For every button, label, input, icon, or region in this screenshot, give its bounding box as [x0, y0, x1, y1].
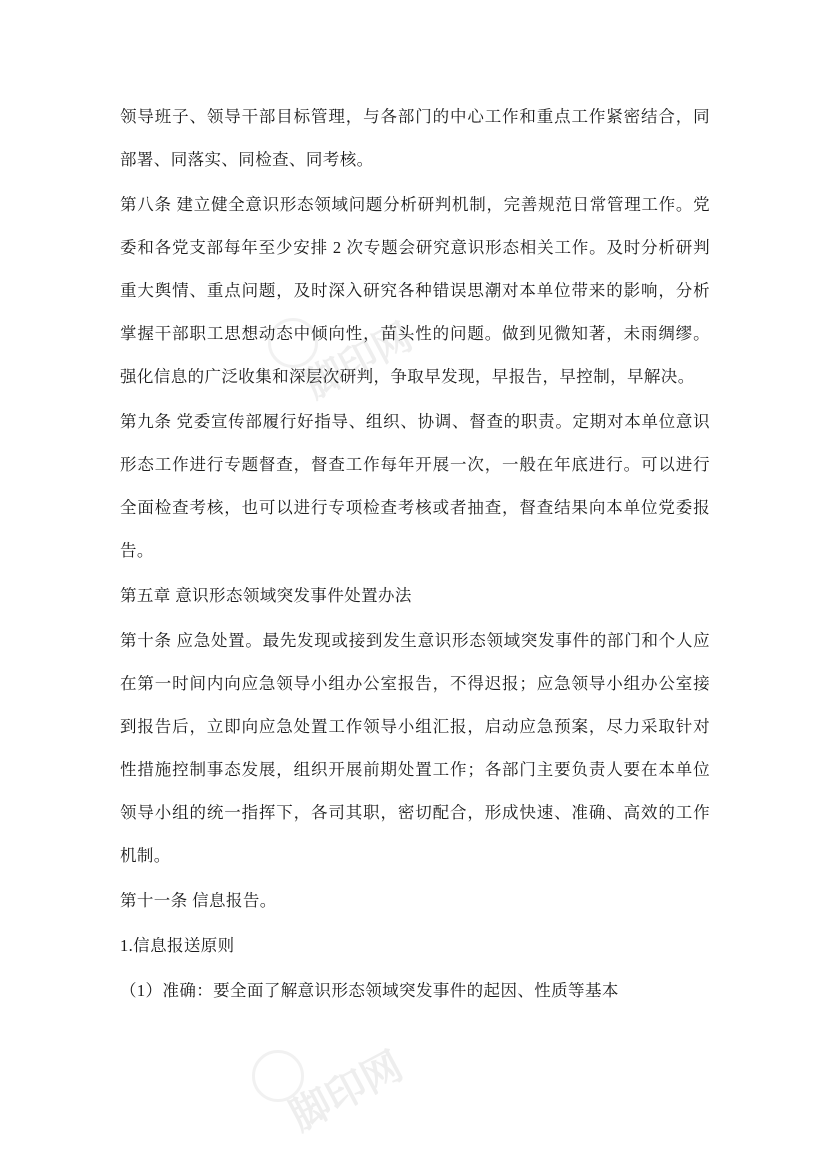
paragraph: 第九条 党委宣传部履行好指导、组织、协调、督查的职责。定期对本单位意识形态工作进行专题督查，督查工作每年开展一次，一般在年底进行。可以进行全面检查考核，也可以进行专项检查考核或者抽查，督查结果向本单位党委报告。 — [120, 412, 710, 560]
list-item: （1）准确：要全面了解意识形态领域突发事件的起因、性质等基本 — [120, 981, 619, 1000]
watermark-bottom: 脚印网 — [283, 1043, 410, 1140]
paragraph: 领导班子、领导干部目标管理，与各部门的中心工作和重点工作紧密结合，同部署、同落实、同检查、同考核。 — [120, 107, 710, 169]
watermark-top: 脚印网 — [298, 316, 420, 407]
paragraph: 第十条 应急处置。最先发现或接到发生意识形态领域突发事件的部门和个人应在第一时间内向应急领导小组办公室报告，不得迟报；应急领导小组办公室接到报告后，立即向应急处置工作领导小组汇报，启动应急预案，尽力采取针对性措施控制事态发展，组织开展前期处置工作；各部门主要负责人要在本单位领导小组的统一指挥下，各司其职，密切配合，形成快速、准确、高效的工作机制。 — [120, 631, 710, 865]
paragraph: 第八条 建立健全意识形态领域问题分析研判机制，完善规范日常管理工作。党委和各党支部每年至少安排 2 次专题会研究意识形态相关工作。及时分析研判重大舆情、重点问题，及时深入研究各种错误思潮对本单位带来的影响，分析掌握干部职工思想动态中倾向性，苗头性的问题。做到见微知著，未雨绸缪。强化信息的广泛收集和深层次研判，争取早发现，早报告，早控制，早解决。 — [120, 195, 710, 386]
watermark-ring-bottom — [252, 1050, 304, 1102]
paragraph: 第十一条 信息报告。 — [120, 891, 277, 910]
list-heading: 1.信息报送原则 — [120, 936, 235, 955]
document-body — [120, 95, 710, 1012]
section-heading: 第五章 意识形态领域突发事件处置办法 — [120, 586, 412, 605]
